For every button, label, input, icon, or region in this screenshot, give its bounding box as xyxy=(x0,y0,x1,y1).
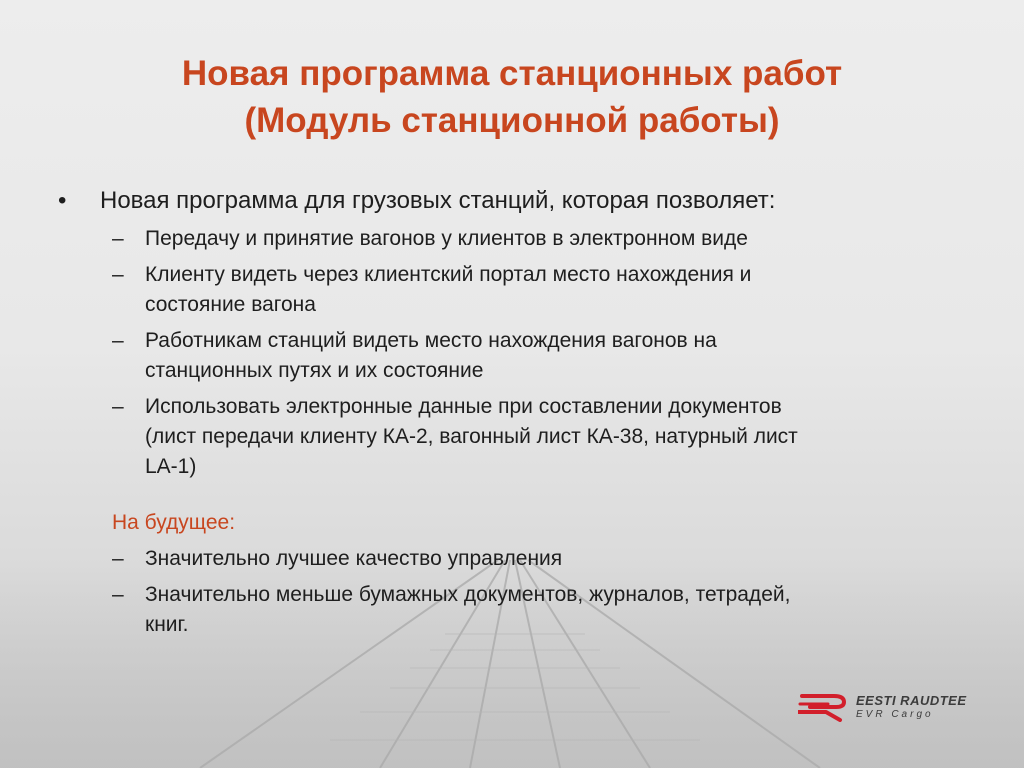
list-item-text: Работникам станций видеть место нахождения вагонов на станционных путях и их состояние xyxy=(145,329,717,382)
slide-title xyxy=(40,50,984,144)
logo-name: EESTI RAUDTEE xyxy=(856,693,967,708)
dash-marker: – xyxy=(112,395,124,418)
title-line-1: Новая программа станционных работ xyxy=(181,54,843,93)
list-item xyxy=(112,326,958,386)
capabilities-list xyxy=(112,224,958,482)
list-item-text: Передачу и принятие вагонов у клиентов в электронном виде xyxy=(145,227,748,250)
title-line-2: (Модуль станционной работы) xyxy=(244,101,780,140)
dash-marker: – xyxy=(112,263,124,286)
list-item-text: Использовать электронные данные при составлении документов (лист передачи клиенту КА-2, вагонный лист КА-38, натурный лист LA-1) xyxy=(145,395,798,478)
future-list xyxy=(112,544,958,640)
list-item xyxy=(112,580,958,640)
logo-subtitle: EVR Cargo xyxy=(856,709,934,720)
main-bullet-text: Новая программа для грузовых станций, которая позволяет: xyxy=(100,187,776,214)
dash-marker: – xyxy=(112,227,124,250)
eesti-raudtee-logo-icon xyxy=(798,692,850,722)
list-item xyxy=(112,260,958,320)
list-item xyxy=(112,224,958,254)
company-logo xyxy=(798,690,998,724)
list-item-text: Клиенту видеть через клиентский портал место нахождения и состояние вагона xyxy=(145,263,752,316)
bullet-marker: • xyxy=(58,187,67,214)
list-item xyxy=(112,392,958,482)
dash-marker: – xyxy=(112,329,124,352)
main-bullet xyxy=(58,186,958,216)
list-item xyxy=(112,544,958,574)
slide-content xyxy=(58,186,958,646)
list-item-text: Значительно меньше бумажных документов, журналов, тетрадей, книг. xyxy=(145,583,791,636)
list-item-text: Значительно лучшее качество управления xyxy=(145,547,563,570)
future-heading: На будущее: xyxy=(112,511,236,534)
dash-marker: – xyxy=(112,583,124,606)
dash-marker: – xyxy=(112,547,124,570)
